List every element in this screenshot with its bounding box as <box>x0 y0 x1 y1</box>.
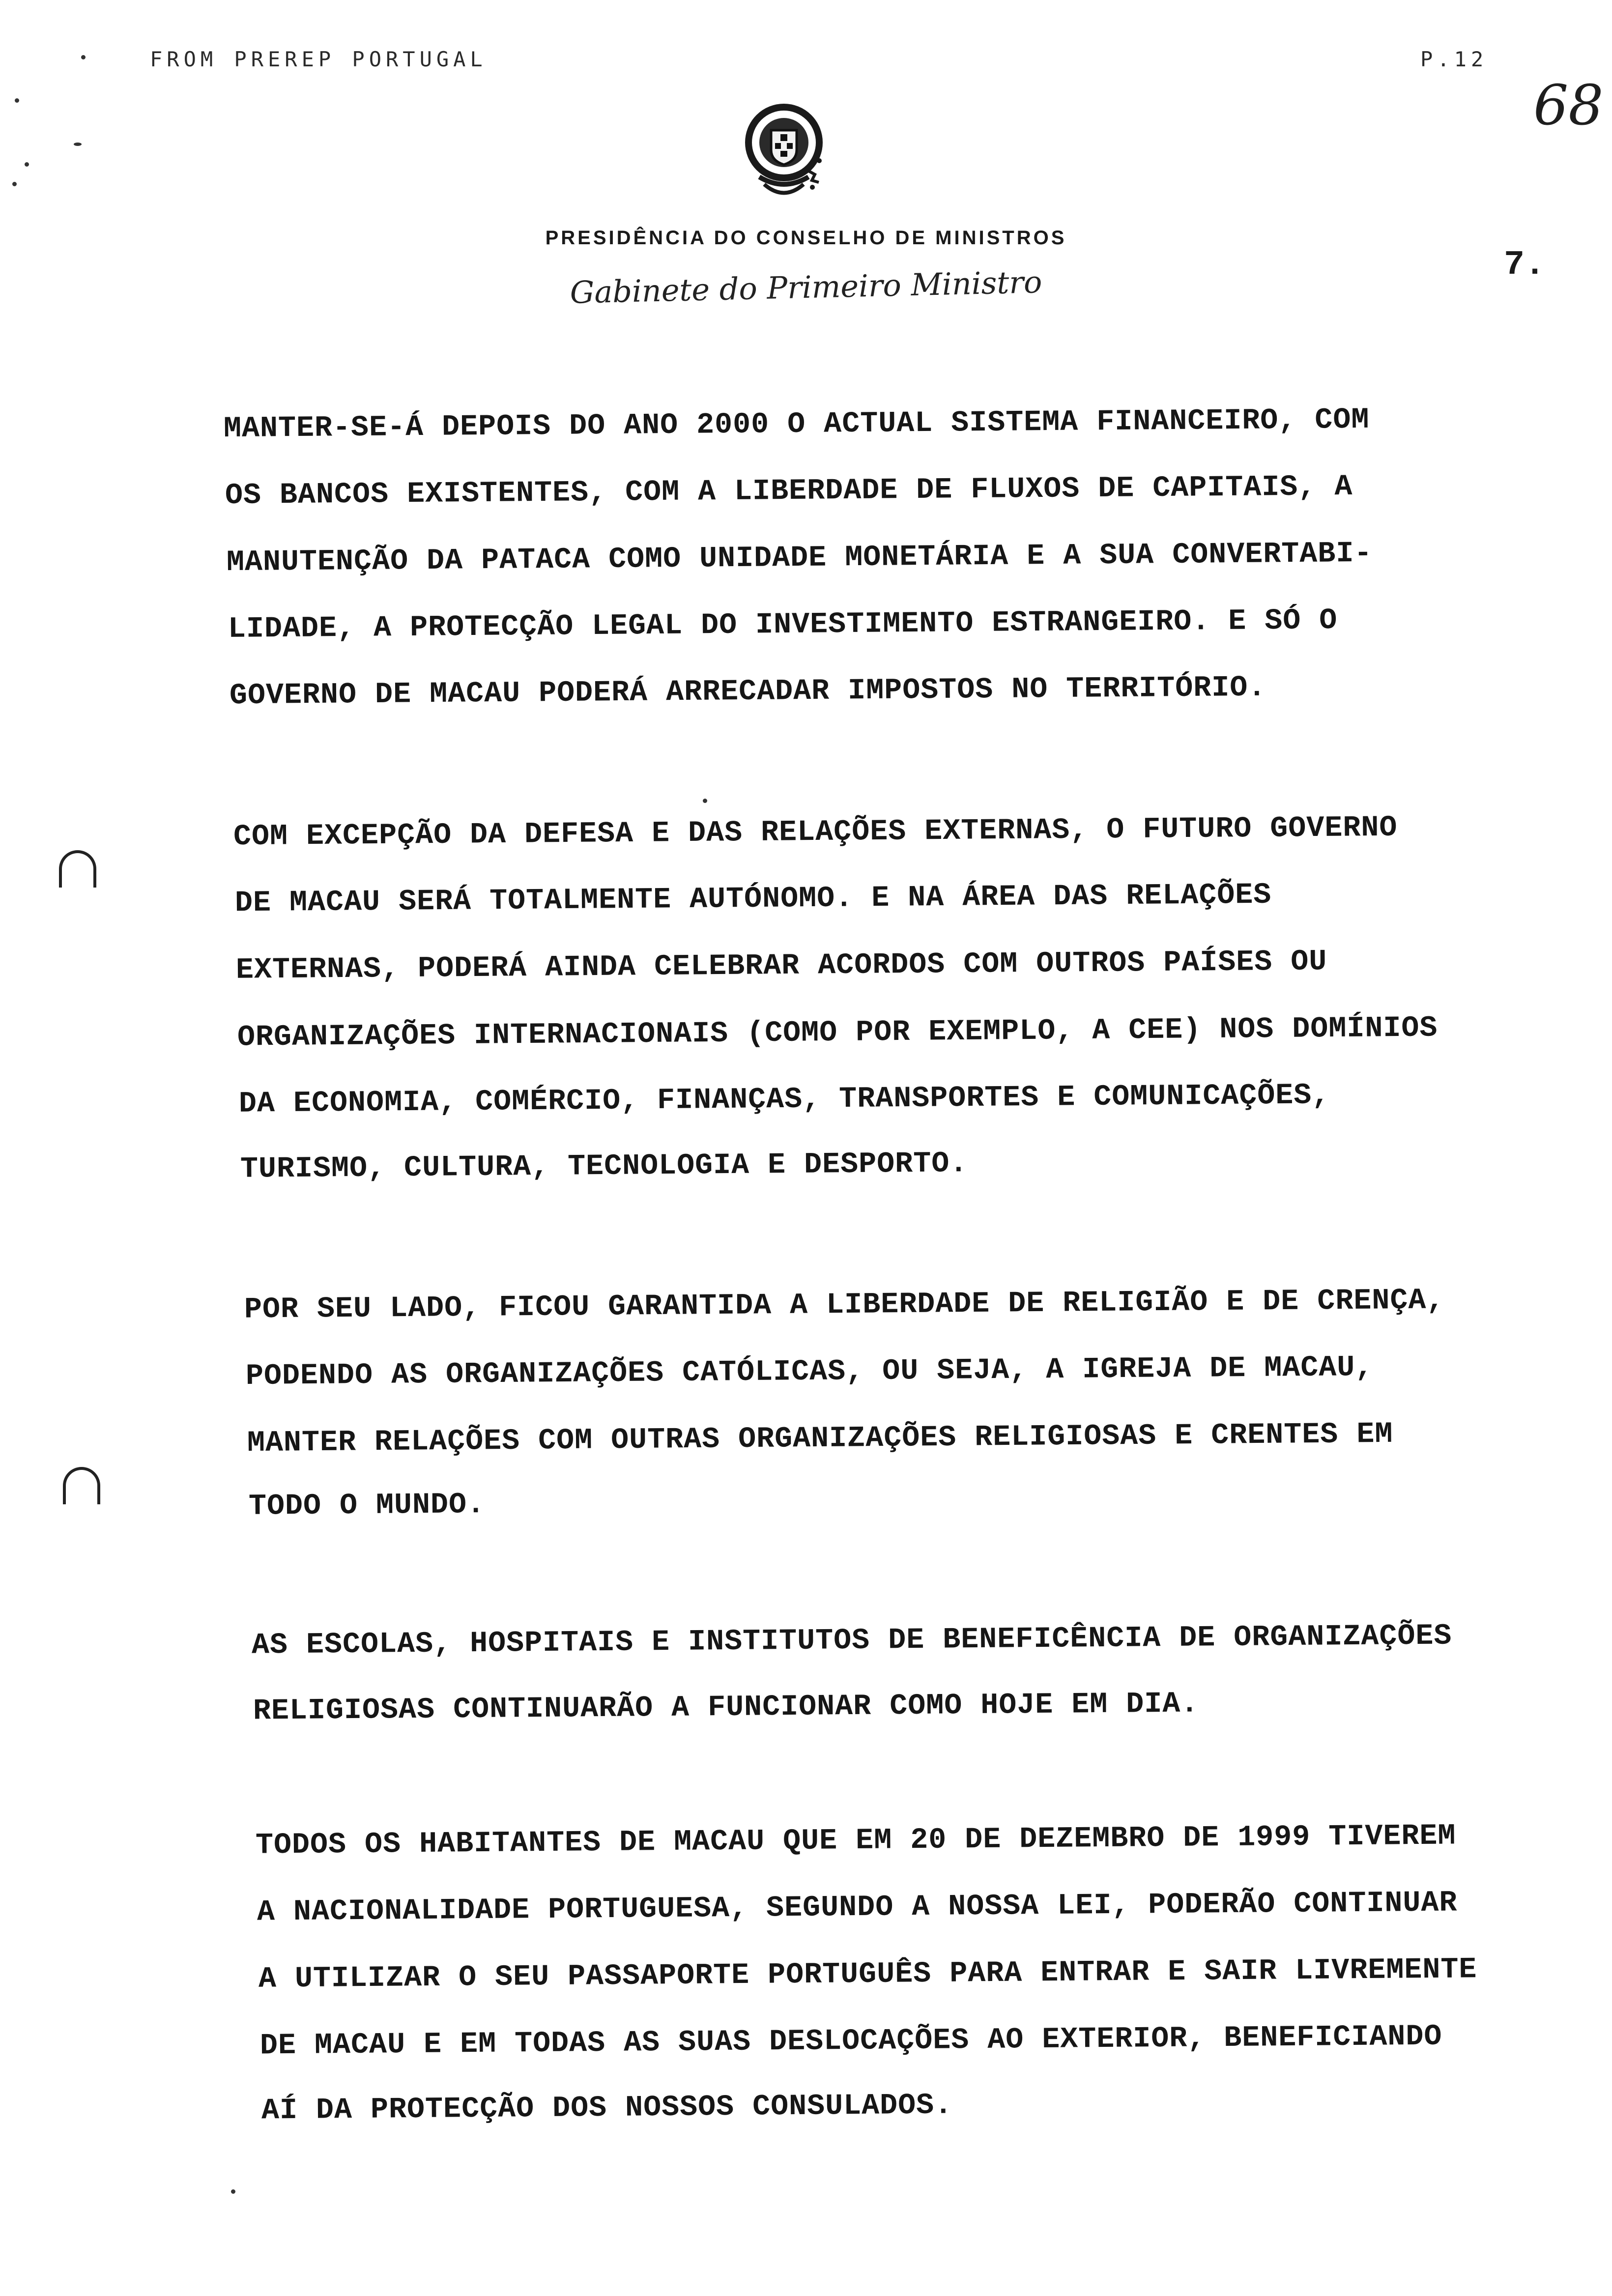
fax-page-indicator: P.12 <box>1420 47 1488 71</box>
paragraph-3-line: MANTER RELAÇÕES COM OUTRAS ORGANIZAÇÕES RELIGIOSAS E CRENTES EM <box>247 1417 1393 1461</box>
scan-speck <box>703 799 707 803</box>
paragraph-2-line: DA ECONOMIA, COMÉRCIO, FINANÇAS, TRANSPORTES E COMUNICAÇÕES, <box>238 1079 1330 1121</box>
scan-speck <box>81 55 86 59</box>
handwritten-page-annotation: 68 <box>1533 74 1604 138</box>
scan-speck <box>231 2189 235 2194</box>
page-number: 7. <box>1504 246 1546 285</box>
paragraph-5-line: AÍ DA PROTECÇÃO DOS NOSSOS CONSULADOS. <box>261 2089 953 2128</box>
paragraph-4-line: RELIGIOSAS CONTINUARÃO A FUNCIONAR COMO HOJE EM DIA. <box>253 1687 1199 1728</box>
scan-speck <box>74 143 82 146</box>
punch-hole <box>63 1467 100 1504</box>
paragraph-5-line: TODOS OS HABITANTES DE MACAU QUE EM 20 DE DEZEMBRO DE 1999 TIVEREM <box>255 1819 1456 1863</box>
paragraph-5-line: A NACIONALIDADE PORTUGUESA, SEGUNDO A NOSSA LEI, PODERÃO CONTINUAR <box>257 1886 1458 1929</box>
scan-speck <box>12 182 17 186</box>
paragraph-2-line: ORGANIZAÇÕES INTERNACIONAIS (COMO POR EXEMPLO, A CEE) NOS DOMÍNIOS <box>237 1011 1438 1055</box>
paragraph-1-line: OS BANCOS EXISTENTES, COM A LIBERDADE DE FLUXOS DE CAPITAIS, A <box>225 470 1353 513</box>
scan-speck <box>25 162 29 167</box>
paragraph-2-line: DE MACAU SERÁ TOTALMENTE AUTÓNOMO. E NA ÁREA DAS RELAÇÕES <box>234 878 1272 920</box>
paragraph-2-line: COM EXCEPÇÃO DA DEFESA E DAS RELAÇÕES EXTERNAS, O FUTURO GOVERNO <box>233 811 1398 854</box>
scan-speck <box>15 98 19 103</box>
paragraph-1-line: MANUTENÇÃO DA PATACA COMO UNIDADE MONETÁRIA E A SUA CONVERTABI- <box>226 537 1373 580</box>
letterhead-office-subtitle: Gabinete do Primeiro Ministro <box>569 264 1043 311</box>
letterhead-institution: PRESIDÊNCIA DO CONSELHO DE MINISTROS <box>545 227 1067 249</box>
paragraph-2-line: EXTERNAS, PODERÁ AINDA CELEBRAR ACORDOS COM OUTROS PAÍSES OU <box>235 945 1327 987</box>
paragraph-5-line: DE MACAU E EM TODAS AS SUAS DESLOCAÇÕES AO EXTERIOR, BENEFICIANDO <box>259 2020 1442 2063</box>
paragraph-5-line: A UTILIZAR O SEU PASSAPORTE PORTUGUÊS PARA ENTRAR E SAIR LIVREMENTE <box>258 1953 1477 1996</box>
paragraph-3-line: POR SEU LADO, FICOU GARANTIDA A LIBERDADE DE RELIGIÃO E DE CRENÇA, <box>244 1284 1445 1327</box>
paragraph-1-line: MANTER-SE-Á DEPOIS DO ANO 2000 O ACTUAL SISTEMA FINANCEIRO, COM <box>223 403 1370 446</box>
paragraph-1-line: GOVERNO DE MACAU PODERÁ ARRECADAR IMPOSTOS NO TERRITÓRIO. <box>229 671 1267 713</box>
fax-sender-header: FROM PREREP PORTUGAL <box>150 47 487 71</box>
paragraph-4-line: AS ESCOLAS, HOSPITAIS E INSTITUTOS DE BENEFICÊNCIA DE ORGANIZAÇÕES <box>251 1619 1452 1663</box>
paragraph-3-line: TODO O MUNDO. <box>248 1488 486 1523</box>
paragraph-1-line: LIDADE, A PROTECÇÃO LEGAL DO INVESTIMENTO ESTRANGEIRO. E SÓ O <box>228 604 1338 646</box>
paragraph-2-line: TURISMO, CULTURA, TECNOLOGIA E DESPORTO. <box>240 1147 968 1186</box>
coat-of-arms-icon <box>730 96 848 214</box>
punch-hole <box>59 850 96 888</box>
paragraph-3-line: PODENDO AS ORGANIZAÇÕES CATÓLICAS, OU SEJA, A IGREJA DE MACAU, <box>245 1350 1374 1394</box>
